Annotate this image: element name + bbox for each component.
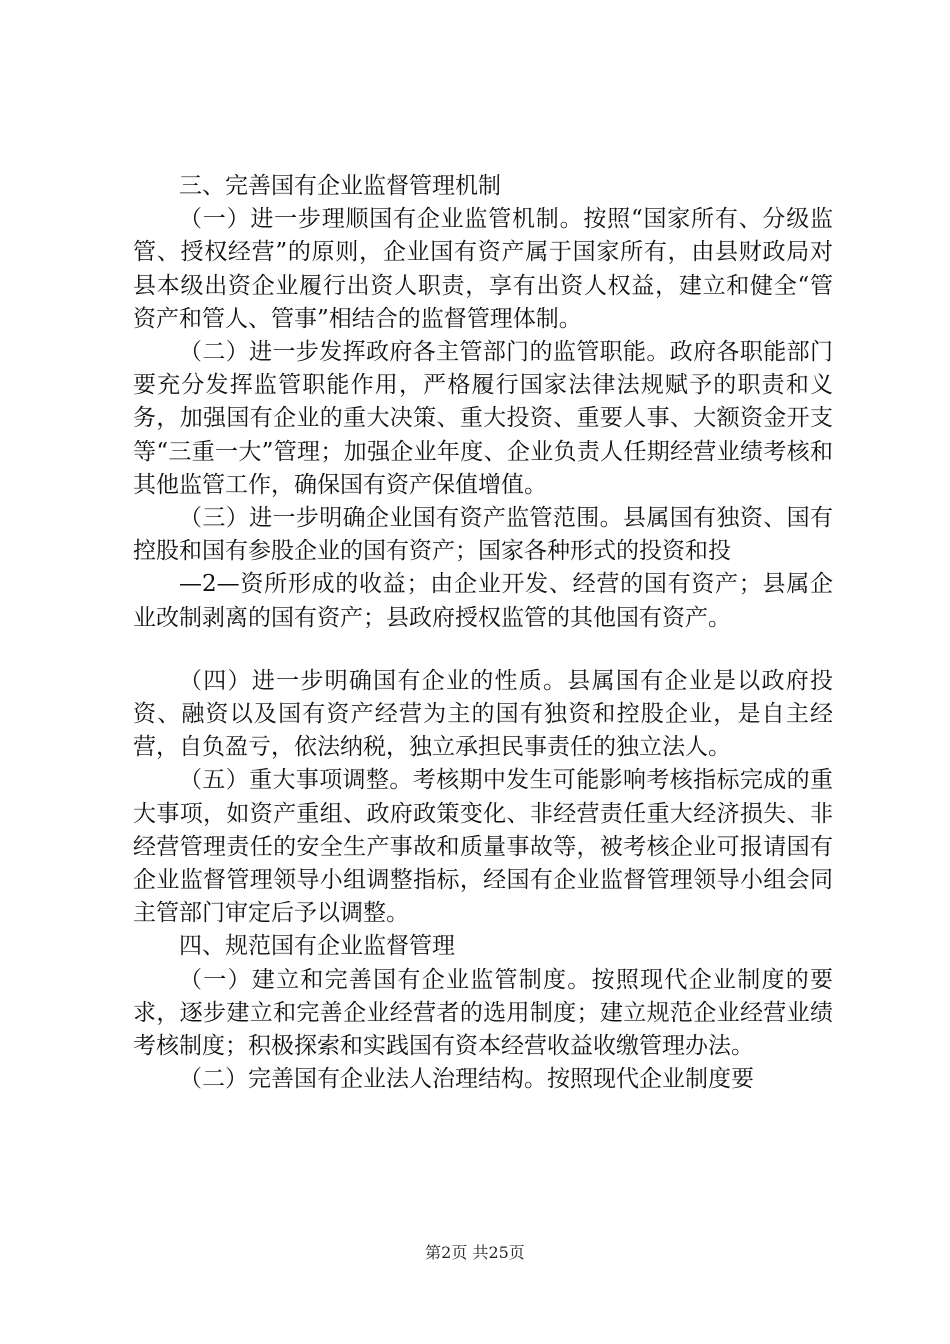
paragraph-gap bbox=[133, 635, 833, 665]
paragraph-3-3-continued: —2—资所形成的收益；由企业开发、经营的国有资产；县属企业改制剥离的国有资产；县政府授权监管的其他国有资产。 bbox=[133, 571, 833, 631]
paragraph-4-1: （一）建立和完善国有企业监管制度。按照现代企业制度的要求，逐步建立和完善企业经营者的选用制度；建立规范企业经营业绩考核制度；积极探索和实践国有资本经营收益收缴管理办法。 bbox=[133, 966, 833, 1060]
paragraph-3-3: （三）进一步明确企业国有资产监管范围。县属国有独资、国有控股和国有参股企业的国有资产；国家各种形式的投资和投 bbox=[133, 505, 833, 565]
section-heading-4: 四、规范国有企业监督管理 bbox=[179, 933, 455, 960]
section-heading-3: 三、完善国有企业监督管理机制 bbox=[179, 173, 501, 199]
paragraph-3-1: （一）进一步理顺国有企业监管机制。按照“国家所有、分级监管、授权经营”的原则，企业国有资产属于国家所有，由县财政局对县本级出资企业履行出资人职责，享有出资人权益，建立和健全“管资产和管人、管事”相结合的监督管理体制。 bbox=[133, 206, 833, 332]
paragraph-3-5: （五）重大事项调整。考核期中发生可能影响考核指标完成的重大事项，如资产重组、政府政策变化、非经营责任重大经济损失、非经营管理责任的安全生产事故和质量事故等，被考核企业可报请国有企业监督管理领导小组调整指标，经国有企业监督管理领导小组会同主管部门审定后予以调整。 bbox=[133, 767, 833, 927]
paragraph-3-4: （四）进一步明确国有企业的性质。县属国有企业是以政府投资、融资以及国有资产经营为主的国有独资和控股企业，是自主经营，自负盈亏，依法纳税，独立承担民事责任的独立法人。 bbox=[133, 667, 833, 761]
paragraph-3-2: （二）进一步发挥政府各主管部门的监管职能。政府各职能部门要充分发挥监管职能作用，严格履行国家法律法规赋予的职责和义务，加强国有企业的重大决策、重大投资、重要人事、大额资金开支等“三重一大”管理；加强企业年度、企业负责人任期经营业绩考核和其他监管工作，确保国有资产保值增值。 bbox=[133, 339, 833, 498]
paragraph-4-2: （二）完善国有企业法人治理结构。按照现代企业制度要 bbox=[179, 1066, 754, 1093]
document-body bbox=[133, 170, 833, 1096]
page-footer: 第2页 共25页 bbox=[425, 1243, 525, 1262]
